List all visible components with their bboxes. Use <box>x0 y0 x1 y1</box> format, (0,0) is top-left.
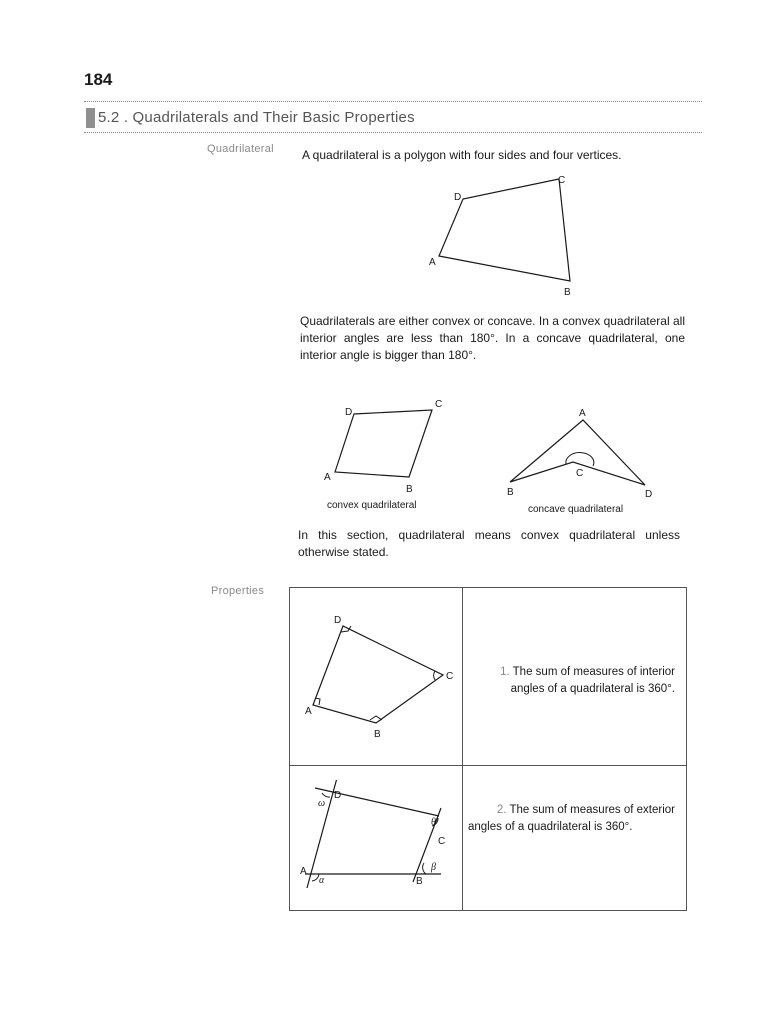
margin-label-properties: Properties <box>211 585 265 597</box>
property-1-number: 1. <box>500 666 510 678</box>
section-title: 5.2 . Quadrilaterals and Their Basic Properties <box>98 109 415 126</box>
concave-caption: concave quadrilateral <box>528 504 624 515</box>
convexity-paragraph: Quadrilaterals are either convex or concave. In a convex quadrilateral all interior angles are less than 180°. In a concave quadrilateral, one interior angle is bigger than 180°. <box>300 314 685 362</box>
vertex-label-c: C <box>558 175 566 186</box>
convex-label-c: C <box>435 399 443 410</box>
vertex-label-a: A <box>429 257 436 268</box>
convex-caption: convex quadrilateral <box>327 500 417 511</box>
property-1-text <box>470 664 675 698</box>
property-1-line-1: 1. The sum of measures of interior <box>500 666 675 678</box>
concave-label-a: A <box>579 408 586 419</box>
interior-angles-quadrilateral <box>313 626 443 723</box>
table-row-divider <box>289 765 687 766</box>
concave-label-d: D <box>645 489 653 498</box>
angle-label-omega: ω <box>318 798 326 809</box>
prop1-label-b: B <box>374 729 381 740</box>
convex-label-d: D <box>345 407 353 418</box>
concave-label-c: C <box>576 468 584 479</box>
exterior-angle-arc-b <box>423 863 426 874</box>
convexity-note: In this section, quadrilateral means convex quadrilateral unless otherwise stated. <box>298 528 680 559</box>
prop2-label-a: A <box>300 866 307 877</box>
extended-side-ad <box>307 780 337 888</box>
definition-figure <box>420 170 580 300</box>
header-rule-top <box>84 101 702 102</box>
property-2-line-1: 2. The sum of measures of exterior <box>496 804 675 816</box>
convex-concave-figure <box>318 398 678 498</box>
prop2-label-c: C <box>438 836 446 847</box>
property-2-text <box>468 802 675 836</box>
header-rule-bottom <box>84 132 702 133</box>
angle-mark-b <box>370 716 382 720</box>
prop1-label-c: C <box>446 671 454 682</box>
vertex-label-d: D <box>454 192 462 203</box>
convex-label-a: A <box>324 472 331 483</box>
property-2-line-2: angles of a quadrilateral is 360°. <box>468 821 633 833</box>
exterior-angle-arc-a <box>312 874 319 881</box>
exterior-angle-arc-d <box>322 793 330 797</box>
angle-label-beta: β <box>431 862 436 873</box>
concave-label-b: B <box>507 487 514 498</box>
margin-label-quadrilateral: Quadrilateral <box>207 143 274 155</box>
vertex-label-b: B <box>564 287 571 298</box>
convex-quadrilateral-shape <box>335 410 432 477</box>
definition-text: A quadrilateral is a polygon with four sides and four vertices. <box>302 148 622 162</box>
property-1-line-2: angles of a quadrilateral is 360°. <box>510 683 675 695</box>
angle-mark-c <box>434 671 435 680</box>
convex-label-b: B <box>406 484 413 495</box>
property-2-figure <box>295 780 460 900</box>
property-2-number: 2. <box>496 804 507 816</box>
angle-label-theta: θ <box>431 817 436 828</box>
extended-side-bc <box>413 808 441 882</box>
section-marker <box>86 108 95 128</box>
prop2-label-b: B <box>416 876 423 887</box>
prop1-label-d: D <box>334 615 342 626</box>
prop1-label-a: A <box>305 706 312 717</box>
angle-label-alpha: α <box>319 875 325 886</box>
page-number: 184 <box>84 70 113 89</box>
property-1-figure <box>298 608 463 748</box>
prop2-label-d: D <box>334 790 342 801</box>
